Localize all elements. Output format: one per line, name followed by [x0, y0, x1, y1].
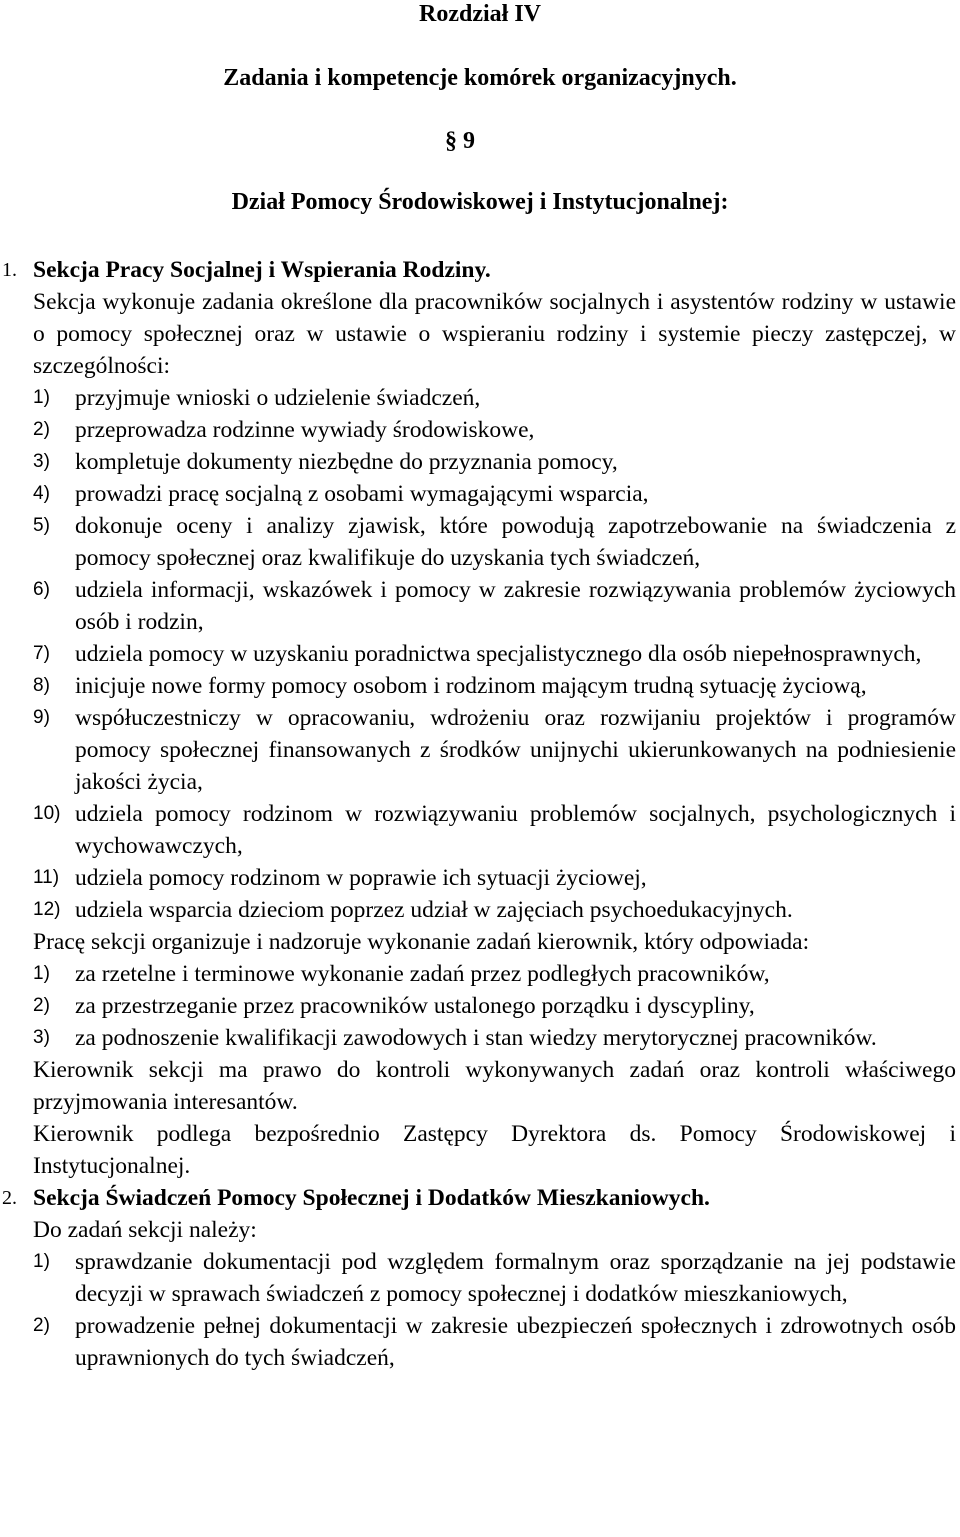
section-1-task-item-number: 2): [33, 419, 50, 440]
section-1-task-item: [0, 894, 960, 926]
section-1-task-item: [0, 702, 960, 798]
chapter-title: Zadania i kompetencje komórek organizacyjnych.: [223, 65, 737, 91]
section-1-task-item-number: 3): [33, 451, 50, 472]
section-1-manager-rights-text: Kierownik sekcji ma prawo do kontroli wykonywanych zadań oraz kontroli właściwego przyjmowania interesantów.: [33, 1057, 956, 1115]
section-2-task-item: [0, 1246, 960, 1310]
paragraph-sign-text: § 9: [445, 128, 475, 154]
section-1-task-item-number: 12): [33, 899, 61, 920]
section-1-duty-item: [0, 990, 960, 1022]
section-1-duty-item-number: 2): [33, 995, 50, 1016]
section-1-manager-intro: [0, 926, 960, 958]
section-1-duty-item-text: za przestrzeganie przez pracowników ustalonego porządku i dyscypliny,: [75, 993, 755, 1019]
section-1-task-item: [0, 414, 960, 446]
section-2-intro: [0, 1214, 960, 1246]
section-1-duty-item: [0, 1022, 960, 1054]
section-1-task-item: [0, 574, 960, 638]
section-2-number: 2.: [2, 1187, 17, 1209]
section-1-task-item-number: 4): [33, 483, 50, 504]
section-1-task-item-number: 7): [33, 643, 50, 664]
section-1-task-item-number: 10): [33, 803, 61, 824]
section-1-task-item-text: przeprowadza rodzinne wywiady środowiskowe,: [75, 417, 535, 443]
section-2-intro-text: Do zadań sekcji należy:: [33, 1217, 257, 1243]
section-1-duty-item: [0, 958, 960, 990]
section-1-duty-item-number: 3): [33, 1027, 50, 1048]
section-1-task-item: [0, 478, 960, 510]
section-1-task-item: [0, 862, 960, 894]
section-1-task-item-text: przyjmuje wnioski o udzielenie świadczeń,: [75, 385, 481, 411]
department-heading: Dział Pomocy Środowiskowej i Instytucjonalnej:: [231, 189, 729, 215]
section-2-task-item-number: 1): [33, 1251, 50, 1272]
paragraph-sign: [0, 127, 930, 155]
section-2-title: [0, 1182, 960, 1214]
section-1-task-item-number: 9): [33, 707, 50, 728]
section-1-task-item-number: 6): [33, 579, 50, 600]
section-1-task-item-text: udziela pomocy rodzinom w rozwiązywaniu problemów socjalnych, psychologicznych i wychowawczych,: [75, 801, 956, 859]
chapter-heading: Rozdział IV: [419, 1, 541, 27]
section-2-task-item-text: prowadzenie pełnej dokumentacji w zakresie ubezpieczeń społecznych i zdrowotnych osób uprawnionych do tych świadczeń,: [75, 1313, 956, 1371]
section-1-manager-rights: [0, 1054, 960, 1118]
section-2-task-item-text: sprawdzanie dokumentacji pod względem formalnym oraz sporządzanie na jej podstawie decyzji w sprawach świadczeń z pomocy społecznej i dodatków mieszkaniowych,: [75, 1249, 956, 1307]
section-1-title-text: Sekcja Pracy Socjalnej i Wspierania Rodziny.: [33, 257, 491, 283]
section-1-task-item-number: 11): [33, 867, 60, 888]
section-1-manager-intro-text: Pracę sekcji organizuje i nadzoruje wykonanie zadań kierownik, który odpowiada:: [33, 929, 810, 955]
section-1-title: [0, 254, 960, 286]
section-1-number: 1.: [2, 259, 17, 281]
section-1-intro-text: Sekcja wykonuje zadania określone dla pracowników socjalnych i asystentów rodziny w ustawie o pomocy społecznej oraz w ustawie o wspieraniu rodziny i systemie pieczy zastępczej, w szczególności:: [33, 289, 956, 379]
section-1-task-item: [0, 638, 960, 670]
section-1-duty-item-text: za rzetelne i terminowe wykonanie zadań przez podległych pracowników,: [75, 961, 770, 987]
section-1-task-item-text: udziela pomocy w uzyskaniu poradnictwa specjalistycznego dla osób niepełnosprawnych,: [75, 641, 922, 667]
section-1-task-item: [0, 510, 960, 574]
section-1-manager-reports-text: Kierownik podlega bezpośrednio Zastępcy Dyrektora ds. Pomocy Środowiskowej i Instytucjonalnej.: [33, 1121, 956, 1179]
section-1-task-item-text: udziela informacji, wskazówek i pomocy w zakresie rozwiązywania problemów życiowych osób i rodzin,: [75, 577, 956, 635]
section-1-task-item-number: 8): [33, 675, 50, 696]
section-2-title-text: Sekcja Świadczeń Pomocy Społecznej i Dodatków Mieszkaniowych.: [33, 1185, 710, 1211]
section-2-task-item-number: 2): [33, 1315, 50, 1336]
section-1-task-item-text: kompletuje dokumenty niezbędne do przyznania pomocy,: [75, 449, 618, 475]
section-1-task-item-text: dokonuje oceny i analizy zjawisk, które powodują zapotrzebowanie na świadczenia z pomocy społecznej oraz kwalifikuje do uzyskania tych świadczeń,: [75, 513, 956, 571]
section-1-task-item-text: prowadzi pracę socjalną z osobami wymagającymi wsparcia,: [75, 481, 649, 507]
section-1-manager-reports: [0, 1118, 960, 1182]
section-1-task-item: [0, 798, 960, 862]
section-1-task-item: [0, 670, 960, 702]
section-1-task-item-number: 5): [33, 515, 50, 536]
section-1-task-item-number: 1): [33, 387, 50, 408]
section-1-intro: [0, 286, 960, 382]
document-content: [0, 254, 960, 1374]
section-1-manager-duties: [0, 958, 960, 1054]
section-1-duty-item-number: 1): [33, 963, 50, 984]
section-2-task-list: [0, 1246, 960, 1374]
section-1-duty-item-text: za podnoszenie kwalifikacji zawodowych i stan wiedzy merytorycznej pracowników.: [75, 1025, 877, 1051]
section-1-task-list: [0, 382, 960, 926]
section-1-task-item-text: udziela pomocy rodzinom w poprawie ich sytuacji życiowej,: [75, 865, 647, 891]
section-1-task-item: [0, 382, 960, 414]
section-1-task-item-text: udziela wsparcia dzieciom poprzez udział w zajęciach psychoedukacyjnych.: [75, 897, 793, 923]
section-1-task-item-text: współuczestniczy w opracowaniu, wdrożeniu oraz rozwijaniu projektów i programów pomocy społecznej finansowanych z środków unijnychi ukierunkowanych na podniesienie jakości życia,: [75, 705, 956, 795]
section-2-task-item: [0, 1310, 960, 1374]
section-1-task-item-text: inicjuje nowe formy pomocy osobom i rodzinom mającym trudną sytuację życiową,: [75, 673, 867, 699]
section-1-task-item: [0, 446, 960, 478]
